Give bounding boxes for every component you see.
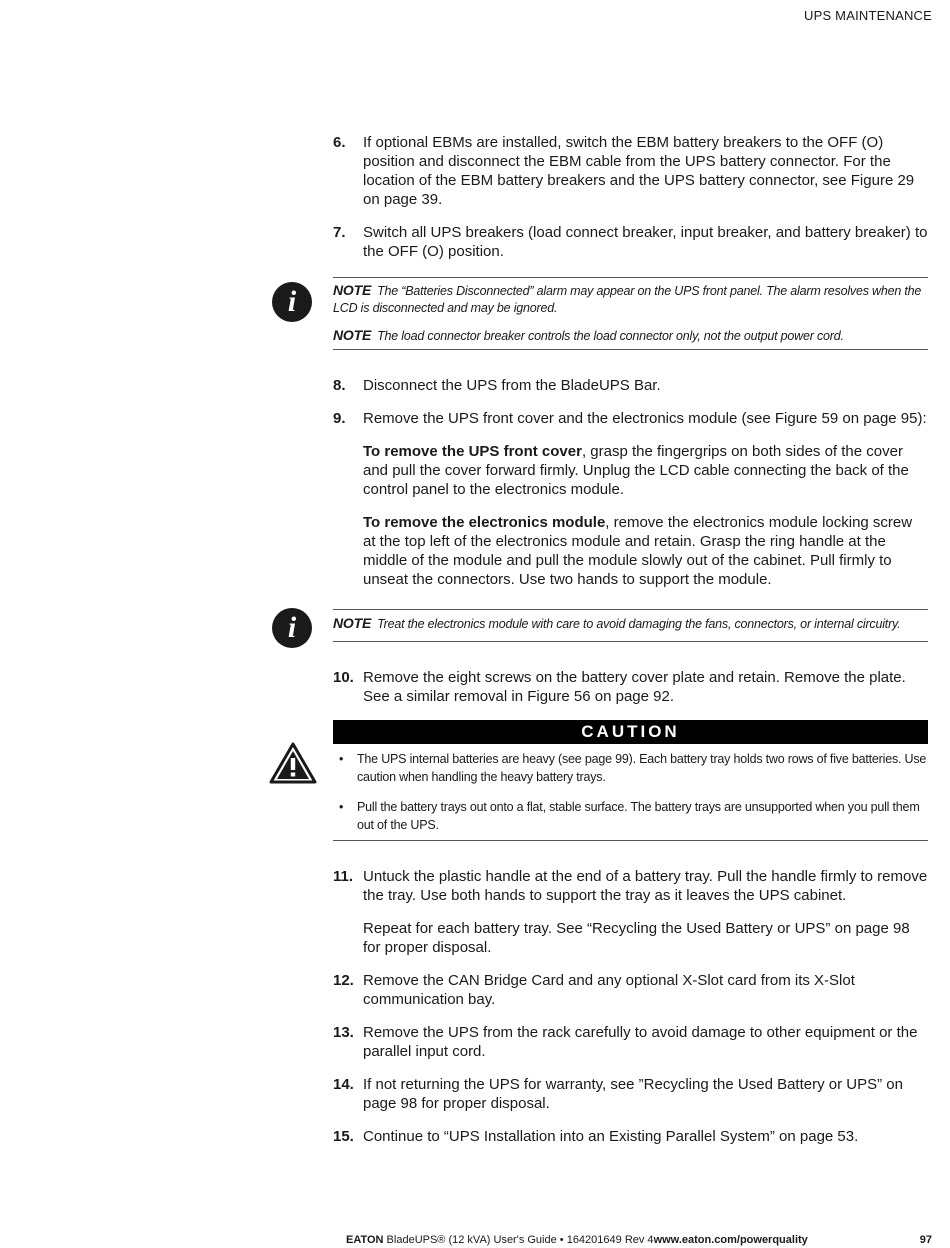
step-6 (333, 133, 928, 209)
step-number: 7. (333, 224, 346, 241)
step-number: 12. (333, 972, 354, 989)
note-text: Treat the electronics module with care to avoid damaging the fans, connectors, or internal circuitry. (377, 617, 901, 631)
info-icon: i (272, 608, 312, 648)
step-7 (333, 223, 928, 261)
step-text: Remove the UPS front cover and the electronics module (see Figure 59 on page 95): (363, 410, 927, 427)
footer-text (346, 1234, 808, 1246)
step-text: Untuck the plastic handle at the end of a battery tray. Pull the handle firmly to remove the tray. Use both hands to support the tray as it leaves the UPS cabinet. (363, 868, 928, 904)
step-number: 10. (333, 669, 354, 686)
step-10 (333, 668, 928, 706)
substep-text: , grasp the fingergrips on both sides of the cover and pull the cover forward firmly. Unplug the LCD cable connecting the back of the control panel to the electronics module. (363, 443, 909, 498)
step-number: 15. (333, 1128, 354, 1145)
note (333, 327, 928, 345)
caution-bullet: • The UPS internal batteries are heavy (see page 99). Each battery tray holds two rows of five batteries. Use caution when handling the heavy battery trays. (339, 752, 927, 784)
substep-electronics-module (363, 513, 928, 589)
step-11 (333, 867, 928, 905)
page-number: 97 (919, 1234, 932, 1246)
note-text: The load connector breaker controls the load connector only, not the output power cord. (377, 329, 844, 343)
step-15 (333, 1127, 928, 1146)
substep-front-cover (363, 442, 928, 499)
note-text: The “Batteries Disconnected” alarm may appear on the UPS front panel. The alarm resolves when the LCD is disconnected and may be ignored. (333, 284, 922, 315)
substep-heading: To remove the UPS front cover (363, 443, 582, 460)
step-text: Remove the CAN Bridge Card and any optional X-Slot card from its X-Slot communication bay. (363, 972, 855, 1008)
footer-brand: EATON (346, 1234, 384, 1246)
footer-guide: BladeUPS® (12 kVA) User's Guide • 164201649 Rev 4 (383, 1234, 654, 1246)
step-text: Switch all UPS breakers (load connect breaker, input breaker, and battery breaker) to the OFF (O) position. (363, 224, 928, 260)
bullet-text: The UPS internal batteries are heavy (see page 99). Each battery tray holds two rows of five batteries. Use caution when handling the heavy battery trays. (357, 752, 927, 784)
caution-box (333, 720, 928, 841)
step-text: If optional EBMs are installed, switch the EBM battery breakers to the OFF (O) position and disconnect the EBM cable from the UPS battery connector. For the location of the EBM battery breakers and the UPS battery connector, see Figure 29 on page 39. (363, 134, 915, 208)
step-12 (333, 971, 928, 1009)
step-8 (333, 376, 928, 395)
note-label: NOTE (333, 282, 372, 298)
footer-url[interactable]: www.eaton.com/powerquality (653, 1234, 808, 1246)
step-number: 9. (333, 410, 346, 427)
step-9 (333, 409, 928, 428)
step-text: If not returning the UPS for warranty, see ”Recycling the Used Battery or UPS” on page 98 for proper disposal. (363, 1076, 903, 1112)
note-box (287, 277, 928, 350)
step-number: 11. (333, 868, 354, 885)
step-number: 14. (333, 1076, 354, 1093)
step-13 (333, 1023, 928, 1061)
running-header: UPS MAINTENANCE (804, 8, 932, 23)
substep-repeat: Repeat for each battery tray. See “Recycling the Used Battery or UPS” on page 98 for proper disposal. (363, 920, 910, 956)
info-icon: i (272, 282, 312, 322)
note (333, 615, 928, 633)
substep-heading: To remove the electronics module (363, 514, 606, 531)
warning-triangle-icon (269, 742, 317, 789)
page-content (287, 133, 928, 1160)
bullet-text: Pull the battery trays out onto a flat, stable surface. The battery trays are unsupported when you pull them out of the UPS. (357, 800, 920, 832)
note (333, 282, 928, 317)
page-footer (0, 1234, 950, 1248)
step-number: 13. (333, 1024, 354, 1041)
step-text: Remove the eight screws on the battery cover plate and retain. Remove the plate. See a similar removal in Figure 56 on page 92. (363, 669, 906, 705)
step-text: Continue to “UPS Installation into an Existing Parallel System” on page 53. (363, 1128, 859, 1145)
step-number: 8. (333, 377, 346, 394)
caution-bullet: • Pull the battery trays out onto a flat, stable surface. The battery trays are unsupported when you pull them out of the UPS. (339, 800, 920, 832)
step-text: Remove the UPS from the rack carefully to avoid damage to other equipment or the parallel input cord. (363, 1024, 918, 1060)
substep-text: , remove the electronics module locking screw at the top left of the electronics module and retain. Grasp the ring handle at the middle of the module and pull the module slowly out of the cabinet. Pull firmly to unseat the connectors. Use two hands to support the module. (363, 514, 913, 588)
note-label: NOTE (333, 615, 372, 631)
step-number: 6. (333, 134, 346, 151)
step-text: Disconnect the UPS from the BladeUPS Bar. (363, 377, 661, 394)
step-14 (333, 1075, 928, 1113)
caution-title: CAUTION (333, 720, 928, 744)
note-label: NOTE (333, 327, 372, 343)
note-box (287, 609, 928, 644)
